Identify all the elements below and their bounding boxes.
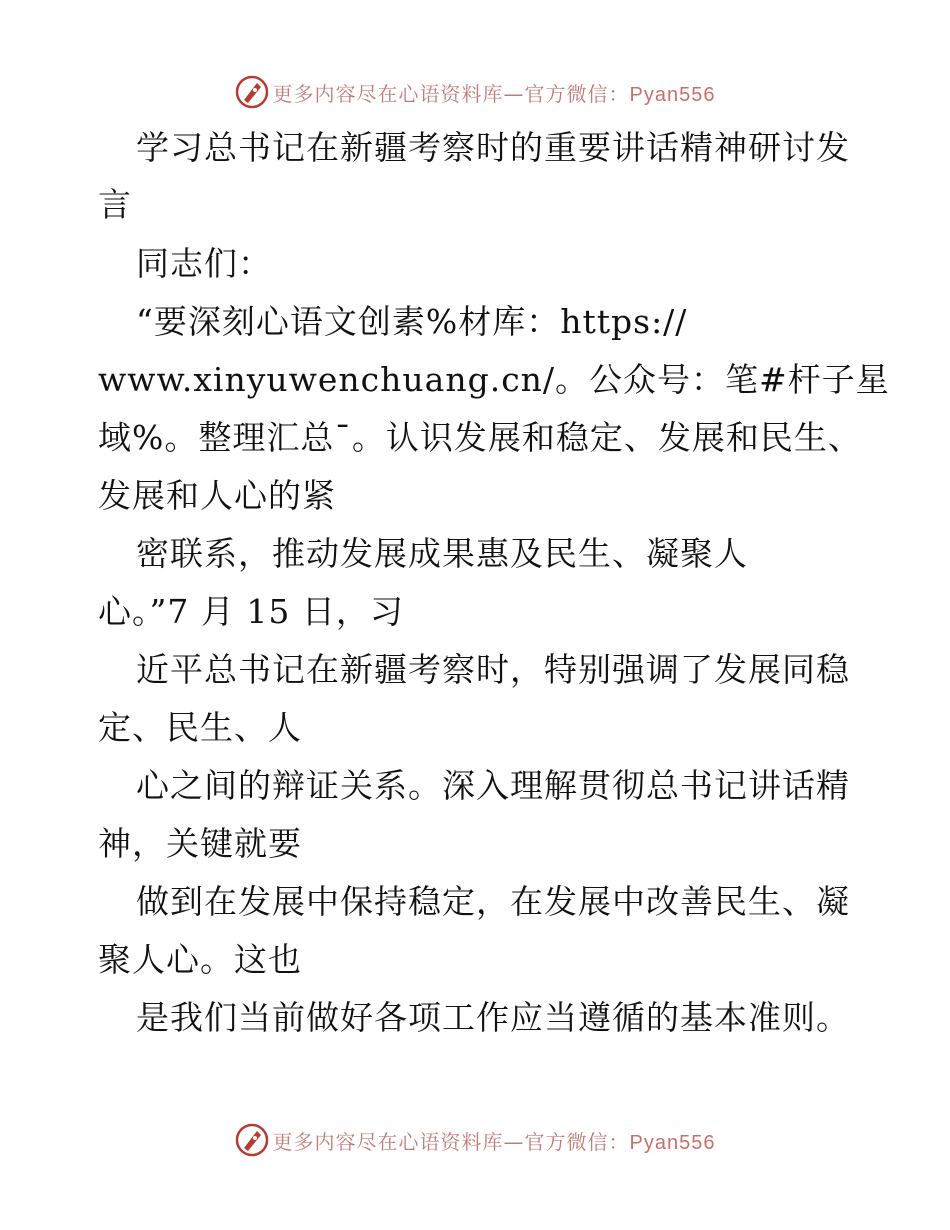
paragraph-line: 神，关键就要 — [98, 824, 302, 863]
paragraph-line: 心之间的辩证关系。深入理解贯彻总书记讲话精 — [136, 766, 850, 805]
footer-watermark — [0, 1120, 950, 1160]
paragraph-line: 定、民生、人 — [98, 708, 302, 747]
salutation: 同志们： — [136, 244, 272, 283]
paragraph-line: 域%。整理汇总¯。认识发展和稳定、发展和民生、 — [98, 418, 862, 457]
watermark-wechat-id: Pyan556 — [629, 83, 716, 106]
watermark-site: 更多内容尽在心语资料库 — [272, 1129, 504, 1154]
pen-nib-logo-icon — [235, 75, 269, 109]
paragraph-line: 心。”7 月 15 日，习 — [98, 592, 404, 631]
watermark-text — [273, 78, 716, 107]
watermark-wechat-id: Pyan556 — [629, 1131, 716, 1154]
watermark-site: 更多内容尽在心语资料库 — [272, 81, 504, 106]
paragraph-line: “要深刻心语文创素%材库：https:// — [136, 302, 688, 341]
paragraph-line: 发展和人心的紧 — [98, 476, 336, 515]
watermark-text — [273, 1126, 716, 1155]
header-watermark — [0, 72, 950, 112]
pen-nib-logo-icon — [235, 1123, 269, 1157]
paragraph-line: www.xinyuwenchuang.cn/。公众号：笔#杆子星 — [98, 360, 890, 399]
paragraph-line: 近平总书记在新疆考察时，特别强调了发展同稳 — [136, 650, 850, 689]
paragraph-line: 聚人心。这也 — [98, 940, 302, 979]
watermark-separator: —官方微信： — [503, 1129, 630, 1154]
paragraph-line: 是我们当前做好各项工作应当遵循的基本准则。 — [136, 998, 850, 1037]
watermark-separator: —官方微信： — [503, 81, 630, 106]
title-line-2: 言 — [98, 185, 132, 224]
paragraph-line: 密联系，推动发展成果惠及民生、凝聚人 — [136, 534, 748, 573]
paragraph-line: 做到在发展中保持稳定，在发展中改善民生、凝 — [136, 882, 850, 921]
title-line-1: 学习总书记在新疆考察时的重要讲话精神研讨发 — [136, 128, 850, 167]
